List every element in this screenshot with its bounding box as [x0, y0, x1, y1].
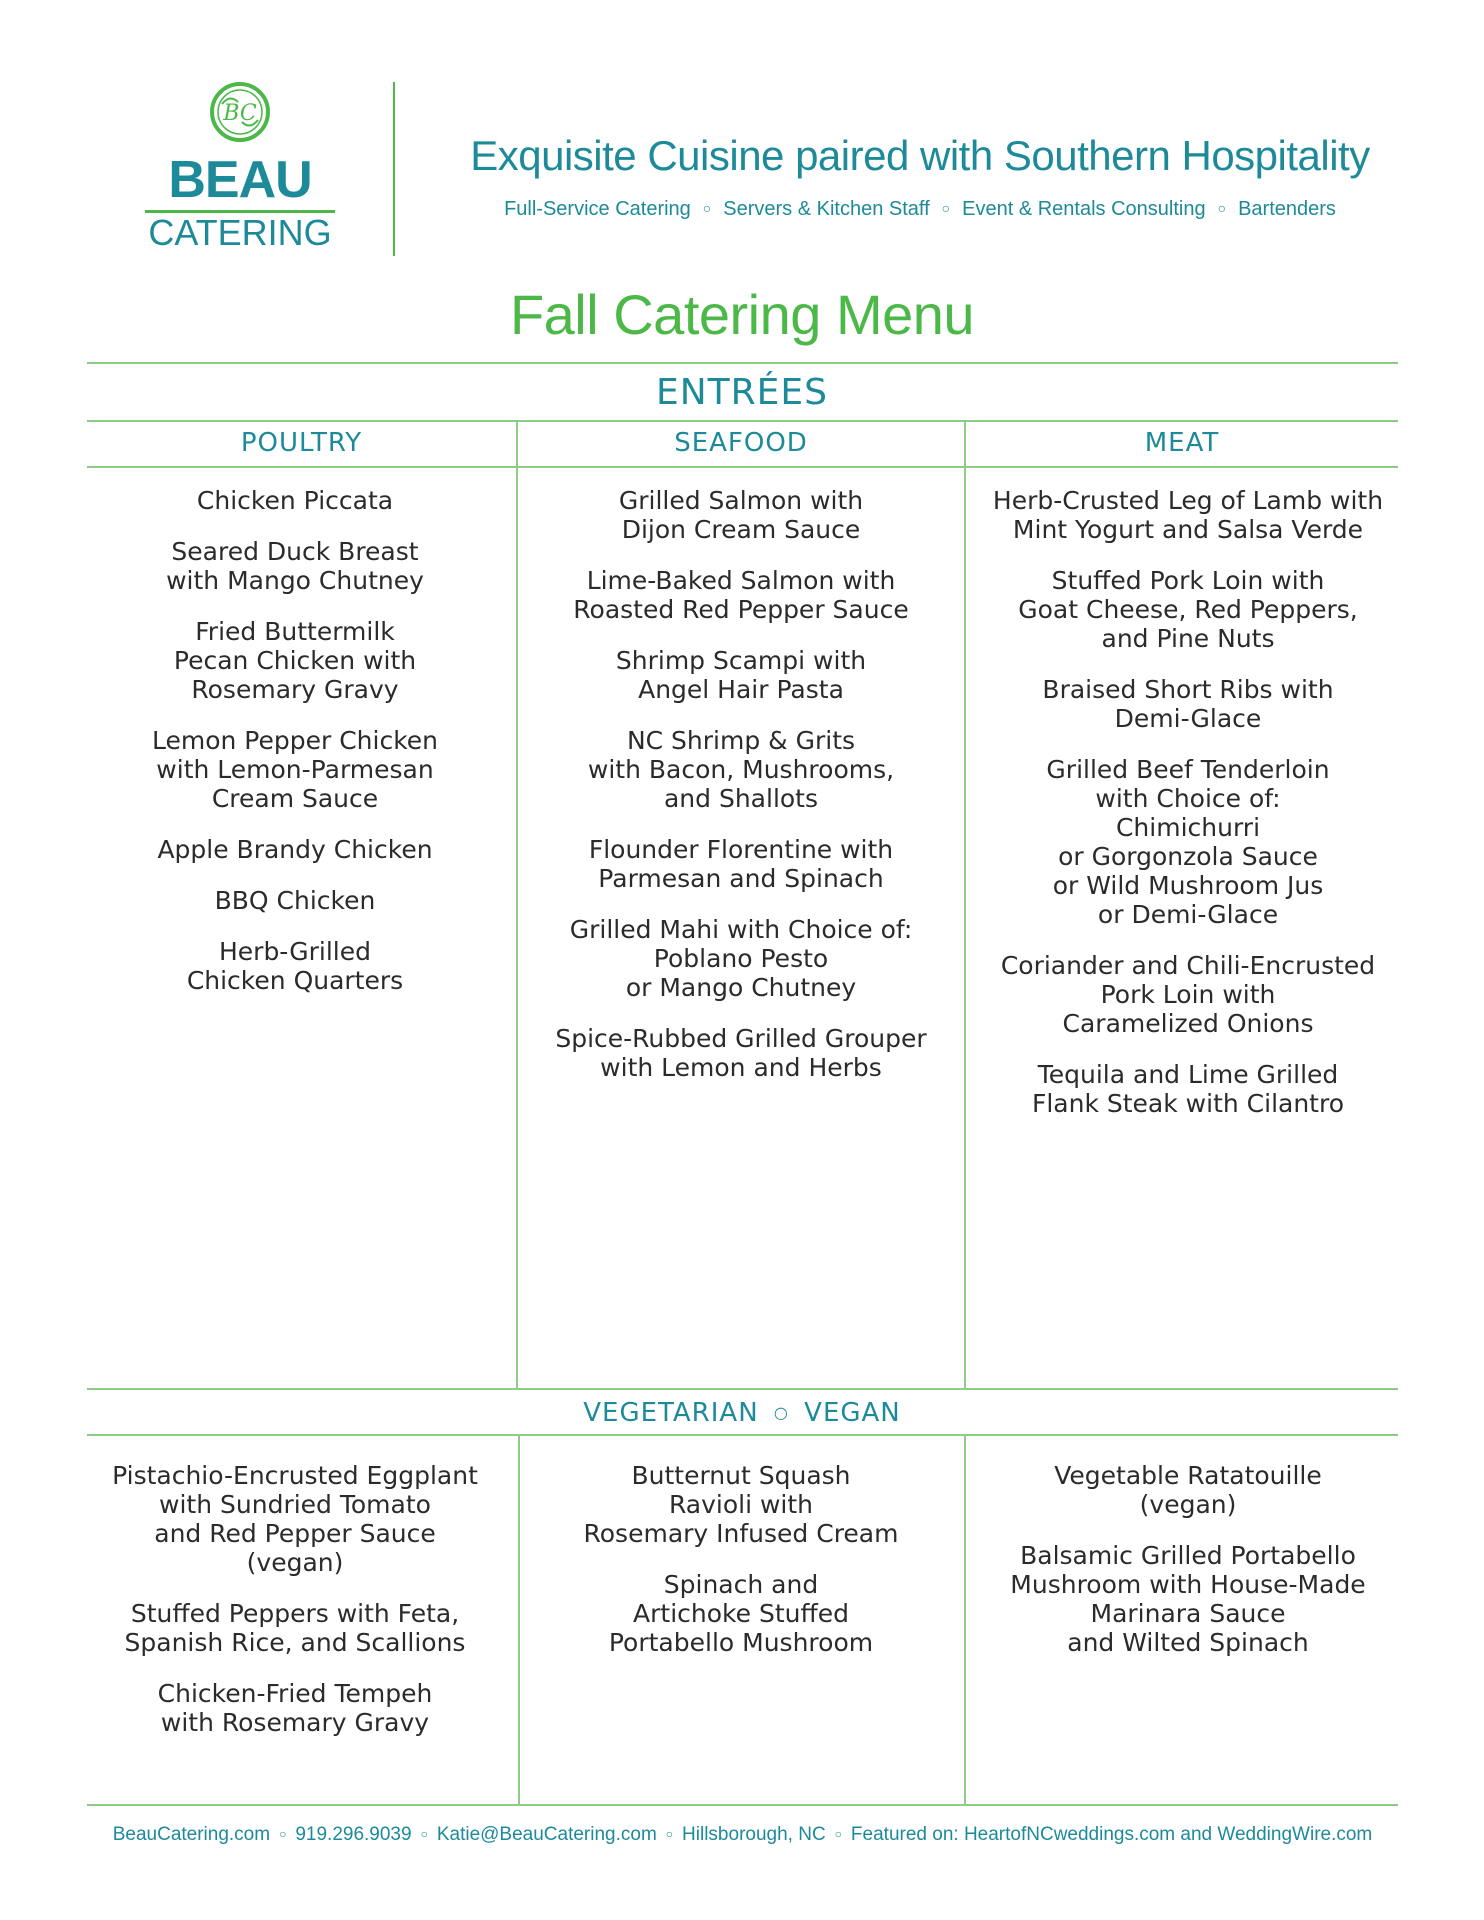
vegetarian-heading: VEGETARIAN: [583, 1398, 759, 1428]
meat-column: [966, 486, 1410, 1140]
bullet-separator-icon: ○: [665, 1827, 674, 1841]
divider: [87, 362, 1398, 364]
tagline: Exquisite Cuisine paired with Southern Hospitality: [470, 132, 1370, 179]
entrees-heading: ENTRÉES: [655, 372, 829, 413]
service-item: Bartenders: [1238, 198, 1336, 220]
poultry-heading: POULTRY: [240, 428, 363, 458]
vegetarian-column-1: [87, 1461, 503, 1759]
vegetarian-column-3: [966, 1461, 1410, 1679]
vegetarian-vegan-heading: [0, 1398, 1484, 1428]
menu-item: Vegetable Ratatouille (vegan): [1054, 1461, 1322, 1519]
vegetarian-column-2: [518, 1461, 964, 1679]
menu-item: Shrimp Scampi with Angel Hair Pasta: [615, 646, 867, 704]
divider: [87, 1388, 1398, 1390]
poultry-column: [87, 486, 503, 1017]
menu-item: Chicken Piccata: [196, 486, 394, 515]
menu-item: BBQ Chicken: [214, 886, 376, 915]
menu-item: Lime-Baked Salmon with Roasted Red Pepper Sauce: [573, 566, 909, 624]
menu-item: Spice-Rubbed Grilled Grouper with Lemon and Herbs: [555, 1024, 927, 1082]
footer-location: Hillsborough, NC: [682, 1824, 826, 1845]
menu-item: Grilled Beef Tenderloin with Choice of: Chimichurri or Gorgonzola Sauce or Wild Mushroom Jus or Demi-Glace: [1046, 755, 1330, 929]
seafood-column: [518, 486, 964, 1104]
logo-monogram-text: BC: [223, 101, 257, 126]
footer-website-link[interactable]: BeauCatering.com: [112, 1824, 271, 1845]
menu-item: Apple Brandy Chicken: [157, 835, 433, 864]
service-item: Servers & Kitchen Staff: [723, 198, 930, 220]
logo-name-top: BEAU: [168, 151, 312, 209]
menu-item: Seared Duck Breast with Mango Chutney: [166, 537, 424, 595]
menu-item: Herb-Crusted Leg of Lamb with Mint Yogurt and Salsa Verde: [992, 486, 1384, 544]
divider: [87, 1434, 1398, 1436]
bullet-separator-icon: ○: [941, 200, 951, 216]
vegan-heading: VEGAN: [804, 1398, 901, 1428]
page-title: Fall Catering Menu: [509, 283, 975, 346]
menu-item: Spinach and Artichoke Stuffed Portabello Mushroom: [608, 1570, 874, 1657]
menu-item: Flounder Florentine with Parmesan and Spinach: [588, 835, 894, 893]
services-list: [420, 198, 1420, 221]
logo-name-bottom: CATERING: [148, 212, 332, 253]
menu-item: Stuffed Peppers with Feta, Spanish Rice, and Scallions: [124, 1599, 466, 1657]
footer: [87, 1824, 1398, 1846]
menu-item: Balsamic Grilled Portabello Mushroom with House-Made Marinara Sauce and Wilted Spinach: [1010, 1541, 1366, 1657]
menu-item: Grilled Mahi with Choice of: Poblano Pesto or Mango Chutney: [569, 915, 913, 1002]
menu-item: Stuffed Pork Loin with Goat Cheese, Red Peppers, and Pine Nuts: [1018, 566, 1358, 653]
divider: [87, 420, 1398, 422]
menu-item: Lemon Pepper Chicken with Lemon-Parmesan Cream Sauce: [151, 726, 439, 813]
bullet-separator-icon: ○: [834, 1827, 842, 1841]
menu-item: NC Shrimp & Grits with Bacon, Mushrooms, and Shallots: [587, 726, 895, 813]
menu-item: Chicken-Fried Tempeh with Rosemary Gravy: [157, 1679, 433, 1737]
menu-item: Butternut Squash Ravioli with Rosemary Infused Cream: [583, 1461, 899, 1548]
bullet-separator-icon: ○: [420, 1827, 428, 1841]
menu-item: Herb-Grilled Chicken Quarters: [186, 937, 404, 995]
seafood-heading: SEAFOOD: [674, 428, 808, 458]
bullet-separator-icon: ○: [773, 1403, 789, 1422]
menu-item: Tequila and Lime Grilled Flank Steak with Cilantro: [1031, 1060, 1345, 1118]
divider: [87, 1804, 1398, 1806]
menu-item: Braised Short Ribs with Demi-Glace: [1042, 675, 1334, 733]
menu-item: Coriander and Chili-Encrusted Pork Loin with Caramelized Onions: [1000, 951, 1376, 1038]
meat-heading: MEAT: [1144, 428, 1220, 458]
bullet-separator-icon: ○: [702, 200, 712, 216]
header-divider: [393, 82, 395, 256]
bullet-separator-icon: ○: [279, 1827, 287, 1841]
service-item: Full-Service Catering: [504, 198, 691, 220]
footer-phone: 919.296.9039: [295, 1824, 412, 1845]
menu-item: Pistachio-Encrusted Eggplant with Sundried Tomato and Red Pepper Sauce (vegan): [112, 1461, 478, 1577]
footer-featured: Featured on: HeartofNCweddings.com and WeddingWire.com: [850, 1824, 1373, 1845]
footer-email-link[interactable]: Katie@BeauCatering.com: [436, 1824, 657, 1845]
beau-catering-logo: [140, 80, 340, 260]
menu-item: Fried Buttermilk Pecan Chicken with Rosemary Gravy: [173, 617, 417, 704]
service-item: Event & Rentals Consulting: [962, 198, 1206, 220]
bc-monogram-icon: [208, 80, 272, 144]
divider: [87, 466, 1398, 468]
bullet-separator-icon: ○: [1217, 200, 1227, 216]
menu-item: Grilled Salmon with Dijon Cream Sauce: [618, 486, 864, 544]
